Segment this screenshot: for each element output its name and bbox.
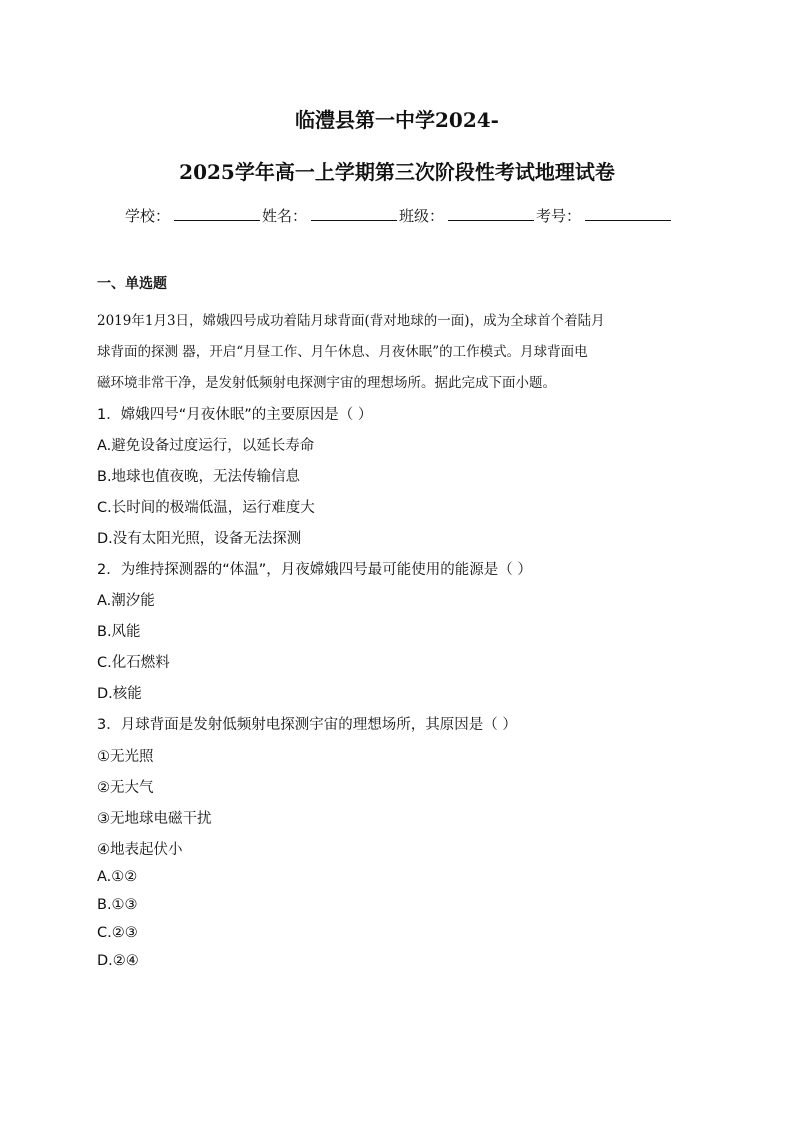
name-label: 姓名：	[262, 207, 308, 225]
question-3-statement-4: ④地表起伏小	[97, 842, 183, 858]
question-3-option-b[interactable]: B.①③	[97, 897, 138, 913]
school-blank[interactable]	[174, 206, 260, 221]
reading-passage	[97, 306, 697, 399]
exam-title-line-2: 2025学年高一上学期第三次阶段性考试地理试卷	[179, 160, 615, 184]
question-3-statement-1: ①无光照	[97, 749, 154, 765]
student-info-row	[125, 205, 673, 226]
question-1-option-c[interactable]: C.长时间的极端低温，运行难度大	[97, 500, 315, 516]
class-blank[interactable]	[448, 206, 534, 221]
question-1-stem: 1．嫦娥四号“月夜休眠”的主要原因是（ ）	[97, 407, 373, 423]
exam-title-line-1: 临澧县第一中学2024-	[295, 108, 499, 132]
question-3-option-d[interactable]: D.②④	[97, 953, 139, 969]
name-blank[interactable]	[311, 206, 397, 221]
passage-line: 磁环境非常干净，是发射低频射电探测宇宙的理想场所。据此完成下面小题。	[97, 375, 556, 391]
question-2-option-b[interactable]: B.风能	[97, 624, 141, 640]
question-1-option-d[interactable]: D.没有太阳光照，设备无法探测	[97, 531, 302, 547]
question-2-option-d[interactable]: D.核能	[97, 686, 142, 702]
question-3-option-c[interactable]: C.②③	[97, 925, 138, 941]
number-label: 考号：	[536, 207, 582, 225]
passage-line: 2019年1月3日，嫦娥四号成功着陆月球背面(背对地球的一面)，成为全球首个着陆月	[97, 313, 605, 329]
question-2-option-a[interactable]: A.潮汐能	[97, 593, 155, 609]
school-label: 学校：	[125, 207, 171, 225]
class-label: 班级：	[399, 207, 445, 225]
question-2-stem: 2．为维持探测器的“体温”，月夜嫦娥四号最可能使用的能源是（ ）	[97, 562, 532, 578]
question-2-option-c[interactable]: C.化石燃料	[97, 655, 170, 671]
question-3-statement-2: ②无大气	[97, 780, 154, 796]
passage-line: 球背面的探测 器，开启“月昼工作、月午休息、月夜休眠”的工作模式。月球背面电	[97, 344, 588, 360]
question-1-option-b[interactable]: B.地球也值夜晚，无法传输信息	[97, 469, 301, 485]
question-3-statement-3: ③无地球电磁干扰	[97, 811, 212, 827]
question-3-option-a[interactable]: A.①②	[97, 869, 138, 885]
question-3-stem: 3．月球背面是发射低频射电探测宇宙的理想场所，其原因是（ ）	[97, 717, 517, 733]
question-1-option-a[interactable]: A.避免设备过度运行，以延长寿命	[97, 438, 315, 454]
number-blank[interactable]	[585, 206, 671, 221]
section-title: 一、单选题	[97, 276, 167, 292]
